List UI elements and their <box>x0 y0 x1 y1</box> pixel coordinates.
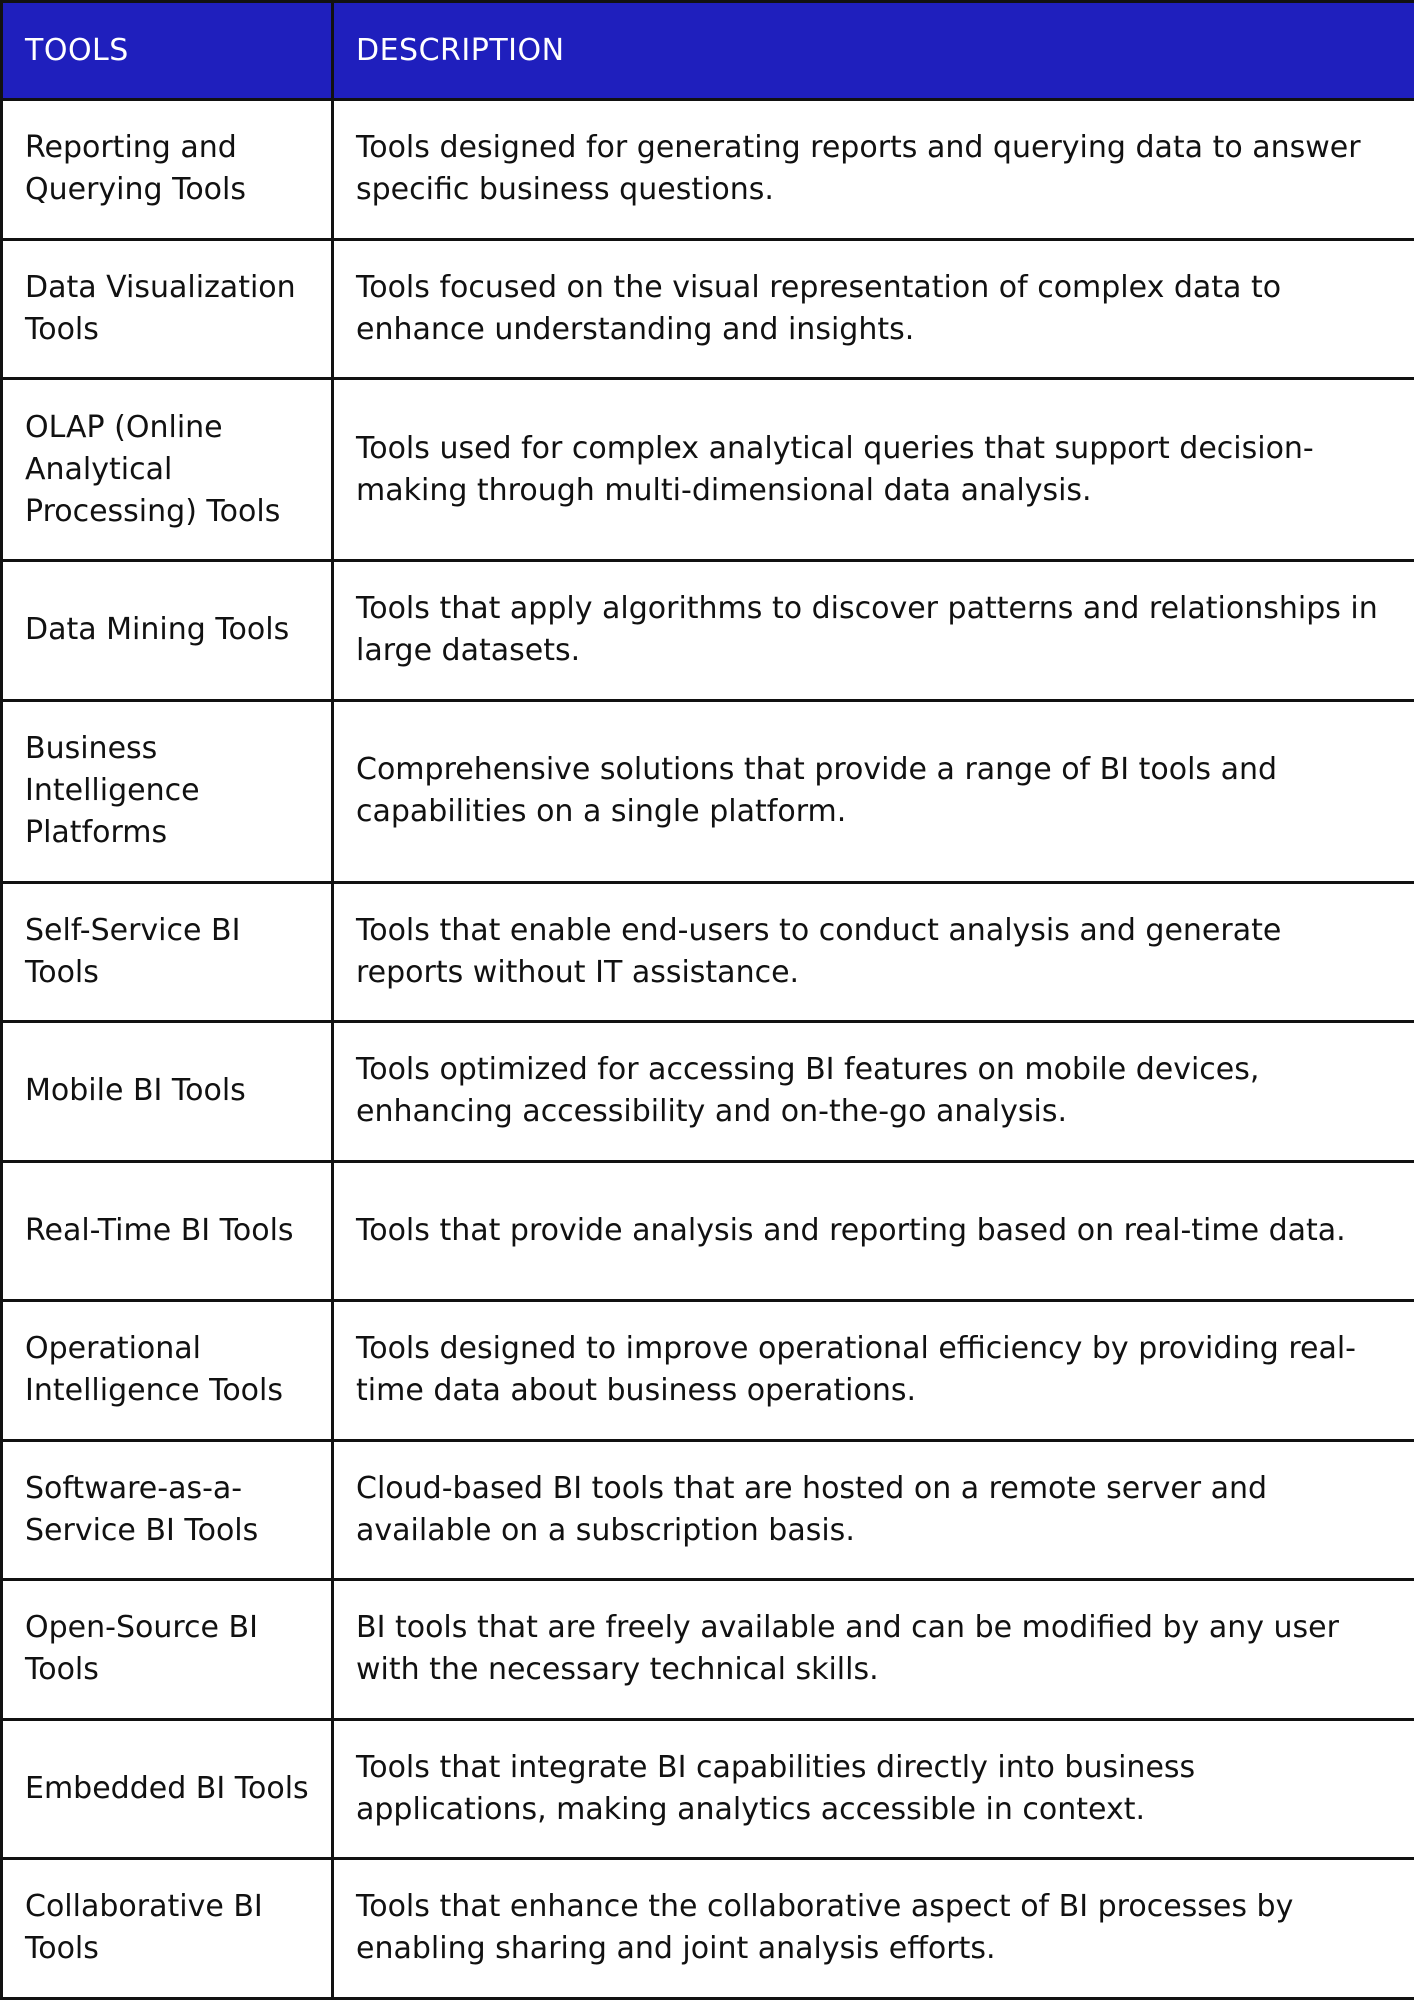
tool-name: Reporting and Querying Tools <box>2 100 333 240</box>
tool-description: Tools that apply algorithms to discover patterns and relationships in large datasets. <box>333 561 1414 701</box>
table-row <box>2 882 1414 1022</box>
tool-name: Data Mining Tools <box>2 561 333 701</box>
tool-description: Tools optimized for accessing BI features on mobile devices, enhancing accessibility and on-the-go analysis. <box>333 1022 1414 1162</box>
table-row <box>2 1022 1414 1162</box>
table-row <box>2 1719 1414 1859</box>
tool-description: BI tools that are freely available and can be modified by any user with the necessary technical skills. <box>333 1580 1414 1720</box>
table-row <box>2 1580 1414 1720</box>
table-row <box>2 561 1414 701</box>
table-row <box>2 700 1414 882</box>
tool-description: Tools used for complex analytical queries that support decision-making through multi-dimensional data analysis. <box>333 379 1414 561</box>
tool-description: Comprehensive solutions that provide a range of BI tools and capabilities on a single platform. <box>333 700 1414 882</box>
header-description: DESCRIPTION <box>333 2 1414 100</box>
tool-description: Tools that provide analysis and reporting based on real-time data. <box>333 1161 1414 1301</box>
table-row <box>2 1440 1414 1580</box>
table-row <box>2 100 1414 240</box>
tool-description: Cloud-based BI tools that are hosted on a remote server and available on a subscription basis. <box>333 1440 1414 1580</box>
tool-name: Software-as-a-Service BI Tools <box>2 1440 333 1580</box>
tool-name: Mobile BI Tools <box>2 1022 333 1162</box>
tool-name: Self-Service BI Tools <box>2 882 333 1022</box>
header-tools: TOOLS <box>2 2 333 100</box>
table-row <box>2 1859 1414 1999</box>
table-row <box>2 239 1414 379</box>
header-row <box>2 2 1414 100</box>
tool-description: Tools focused on the visual representation of complex data to enhance understanding and insights. <box>333 239 1414 379</box>
tool-name: Collaborative BI Tools <box>2 1859 333 1999</box>
tool-name: Embedded BI Tools <box>2 1719 333 1859</box>
tool-description: Tools that enhance the collaborative aspect of BI processes by enabling sharing and joint analysis efforts. <box>333 1859 1414 1999</box>
tool-name: Business Intelligence Platforms <box>2 700 333 882</box>
table-row <box>2 1301 1414 1441</box>
tool-description: Tools that enable end-users to conduct analysis and generate reports without IT assistance. <box>333 882 1414 1022</box>
tool-description: Tools that integrate BI capabilities directly into business applications, making analytics accessible in context. <box>333 1719 1414 1859</box>
tool-name: Operational Intelligence Tools <box>2 1301 333 1441</box>
tool-name: Data Visualization Tools <box>2 239 333 379</box>
tool-name: OLAP (Online Analytical Processing) Tools <box>2 379 333 561</box>
table-row <box>2 1161 1414 1301</box>
table-header <box>2 2 1414 100</box>
tool-description: Tools designed for generating reports and querying data to answer specific business questions. <box>333 100 1414 240</box>
table-row <box>2 379 1414 561</box>
tool-description: Tools designed to improve operational efficiency by providing real-time data about business operations. <box>333 1301 1414 1441</box>
tool-name: Real-Time BI Tools <box>2 1161 333 1301</box>
table-body <box>2 100 1414 1999</box>
tool-name: Open-Source BI Tools <box>2 1580 333 1720</box>
